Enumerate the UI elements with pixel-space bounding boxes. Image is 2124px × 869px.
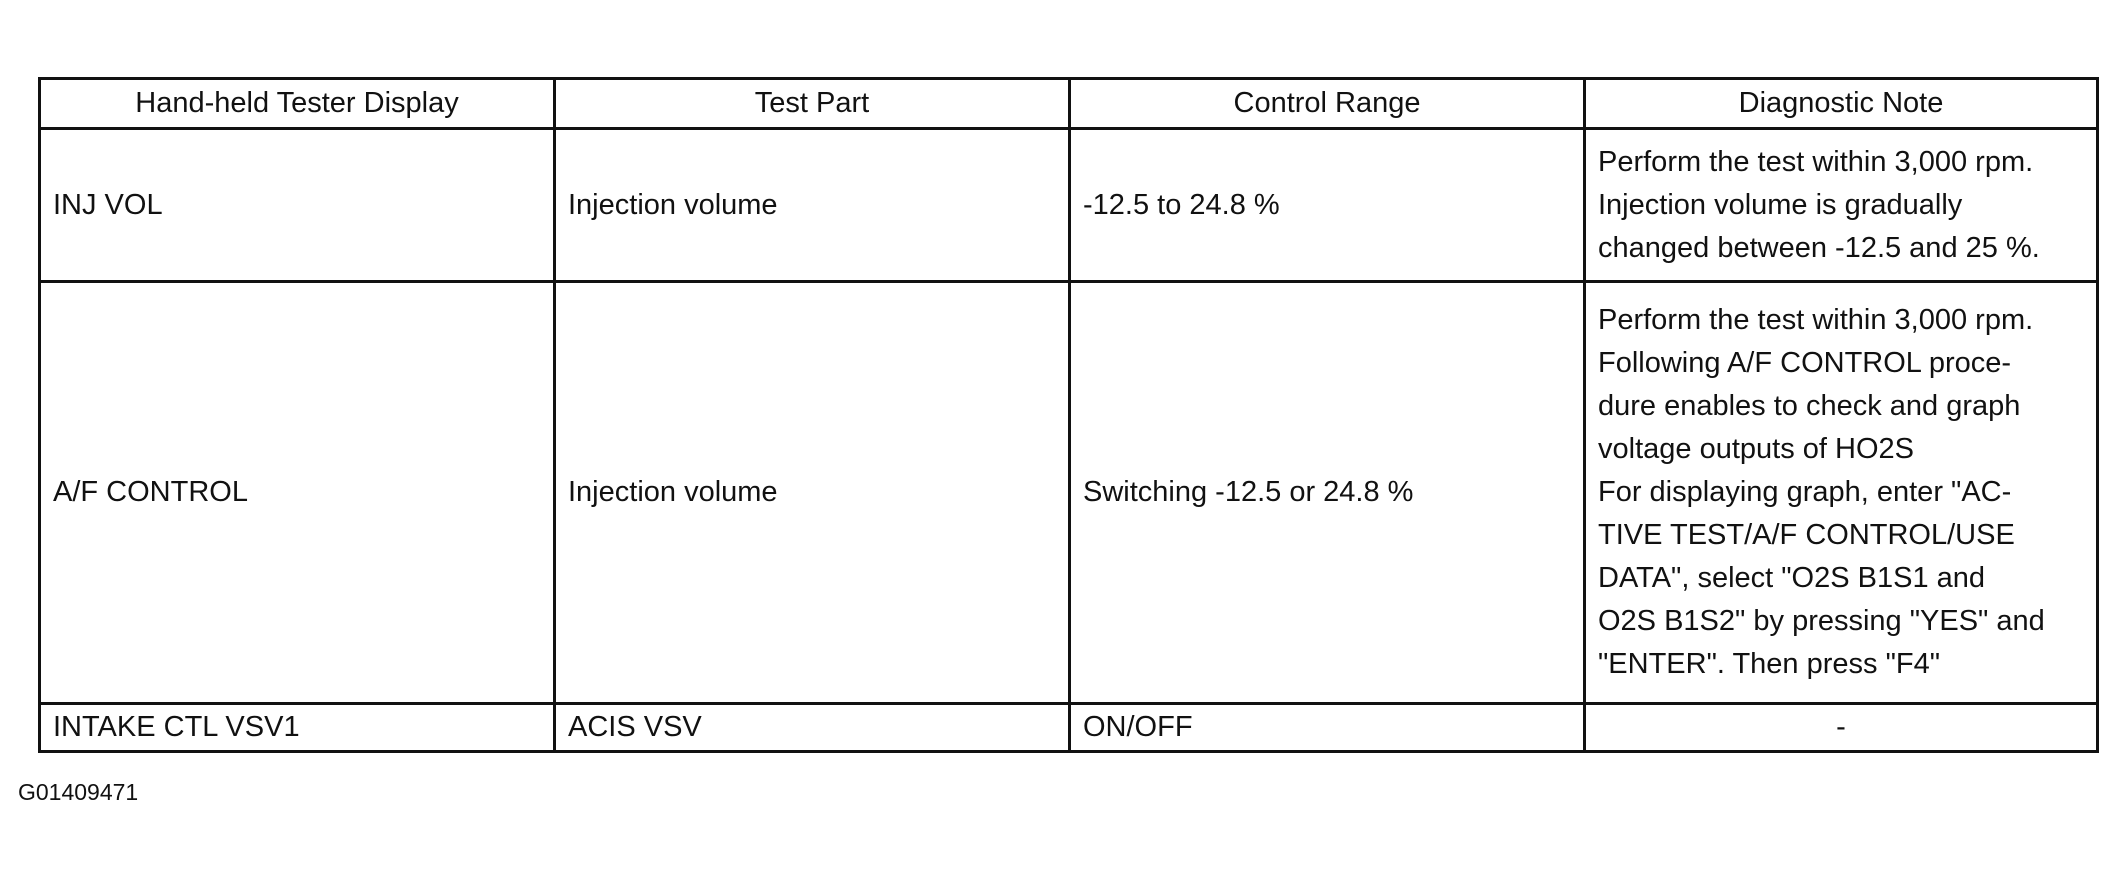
cell-diagnostic-note: Perform the test within 3,000 rpm. Injection volume is gradually changed between -12.5 and 25 %. [1585, 129, 2098, 282]
diagnostic-table-container [38, 77, 2096, 753]
cell-tester-display: A/F CONTROL [40, 282, 555, 704]
cell-test-part: Injection volume [555, 282, 1070, 704]
cell-test-part: Injection volume [555, 129, 1070, 282]
cell-diagnostic-note: Perform the test within 3,000 rpm. Following A/F CONTROL proce- dure enables to check and graph voltage outputs of HO2S For displaying graph, enter "AC- TIVE TEST/A/F CONTROL/USE DATA", select "O2S B1S1 and O2S B1S2" by pressing "YES" and "ENTER". Then press "F4" [1585, 282, 2098, 704]
active-test-table [38, 77, 2099, 753]
table-row [40, 704, 2098, 752]
cell-tester-display: INJ VOL [40, 129, 555, 282]
cell-control-range: ON/OFF [1070, 704, 1585, 752]
header-test-part: Test Part [555, 79, 1070, 129]
cell-control-range: Switching -12.5 or 24.8 % [1070, 282, 1585, 704]
header-control-range: Control Range [1070, 79, 1585, 129]
table-row [40, 282, 2098, 704]
cell-control-range: -12.5 to 24.8 % [1070, 129, 1585, 282]
table-row [40, 129, 2098, 282]
header-diagnostic-note: Diagnostic Note [1585, 79, 2098, 129]
cell-tester-display: INTAKE CTL VSV1 [40, 704, 555, 752]
cell-diagnostic-note: - [1585, 704, 2098, 752]
cell-test-part: ACIS VSV [555, 704, 1070, 752]
table-header-row [40, 79, 2098, 129]
figure-id-label: G01409471 [18, 779, 139, 805]
header-tester-display: Hand-held Tester Display [40, 79, 555, 129]
